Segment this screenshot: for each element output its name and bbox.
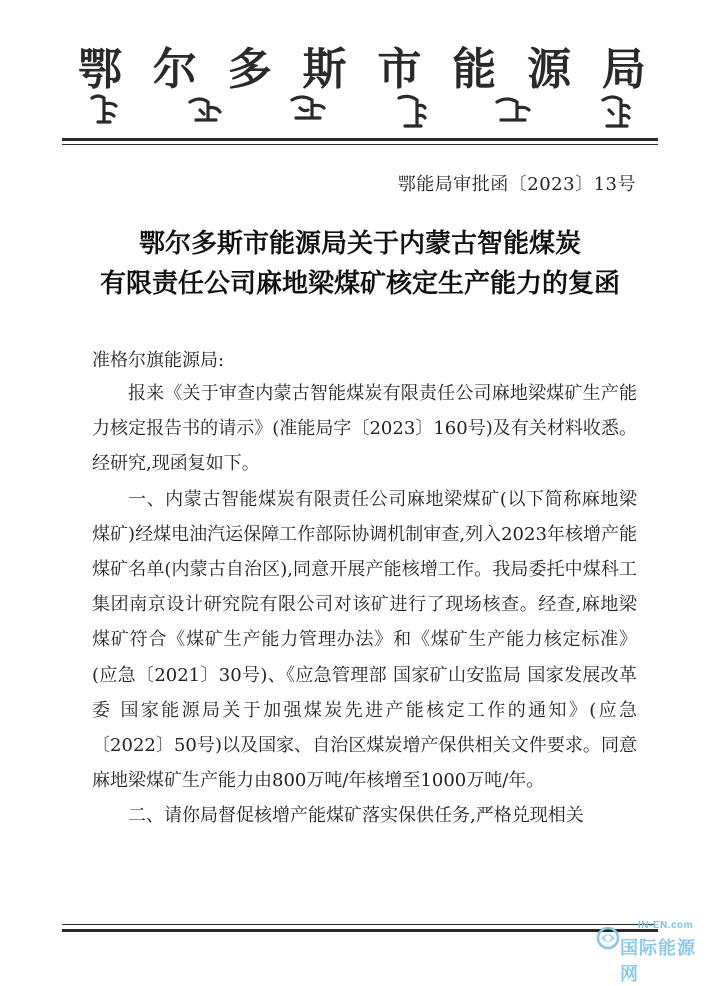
letterhead-divider-thin xyxy=(62,144,658,145)
watermark-text-en: IN-EN.com xyxy=(638,920,694,931)
letterhead-char: 多 xyxy=(227,44,272,95)
site-watermark xyxy=(588,912,712,985)
document-title xyxy=(60,224,660,304)
document-title-line-1: 鄂尔多斯市能源局关于内蒙古智能煤炭 xyxy=(138,229,581,259)
document-body xyxy=(92,376,637,834)
watermark-text-cn: 国际能源网 xyxy=(620,938,696,985)
salutation: 准格尔旗能源局: xyxy=(92,350,225,371)
body-paragraph: 二、请你局督促核增产能煤矿落实保供任务,严格兑现相关 xyxy=(128,805,584,827)
mongolian-glyph xyxy=(88,92,122,128)
mongolian-glyph xyxy=(493,92,533,128)
letterhead-char: 斯 xyxy=(302,44,347,95)
document-number: 鄂能局审批函〔2023〕13号 xyxy=(397,174,636,195)
footer-divider-thin xyxy=(62,924,658,925)
letterhead-char: 市 xyxy=(377,44,422,95)
body-paragraph: 一、内蒙古智能煤炭有限责任公司麻地梁煤矿(以下简称麻地梁煤矿)经煤电油汽运保障工作部际协调机制审查,列入2023年核增产能煤矿名单(内蒙古自治区),同意开展产能核增工作。我局委托中煤科工集团南京设计研究院有限公司对该矿进行了现场核查。经查,麻地梁煤矿符合《煤矿生产能力管理办法》和《煤矿生产能力核定标准》(应急〔2021〕30号)、《应急管理部 国家矿山安监局 国家发展改革委 国家能源局关于加强煤炭先进产能核定工作的通知》(应急〔2022〕50号)以及国家、自治区煤炭增产保供相关文件要求。同意麻地梁煤矿生产能力由800万吨/年核增至1000万吨/年。 xyxy=(92,488,637,792)
mongolian-glyph xyxy=(288,92,328,128)
mongolian-glyph xyxy=(186,92,224,128)
watermark-logo-icon xyxy=(596,926,620,950)
footer-divider-thick xyxy=(62,929,658,932)
letterhead-char: 局 xyxy=(601,44,646,95)
letterhead-char: 源 xyxy=(527,44,572,95)
document-title-line-2: 有限责任公司麻地梁煤矿核定生产能力的复函 xyxy=(99,269,620,299)
letterhead-char: 鄂 xyxy=(78,44,122,95)
letterhead-char: 能 xyxy=(452,44,497,95)
letterhead-char: 尔 xyxy=(152,44,197,95)
letterhead-divider-thick xyxy=(62,138,658,141)
letterhead-org-name xyxy=(78,40,646,100)
letterhead-mongolian-script xyxy=(88,92,633,132)
mongolian-glyph xyxy=(597,92,633,132)
body-paragraph: 报来《关于审查内蒙古智能煤炭有限责任公司麻地梁煤矿生产能力核定报告书的请示》(准能局字〔2023〕160号)及有关材料收悉。经研究,现函复如下。 xyxy=(92,383,637,475)
mongolian-glyph xyxy=(393,92,429,132)
